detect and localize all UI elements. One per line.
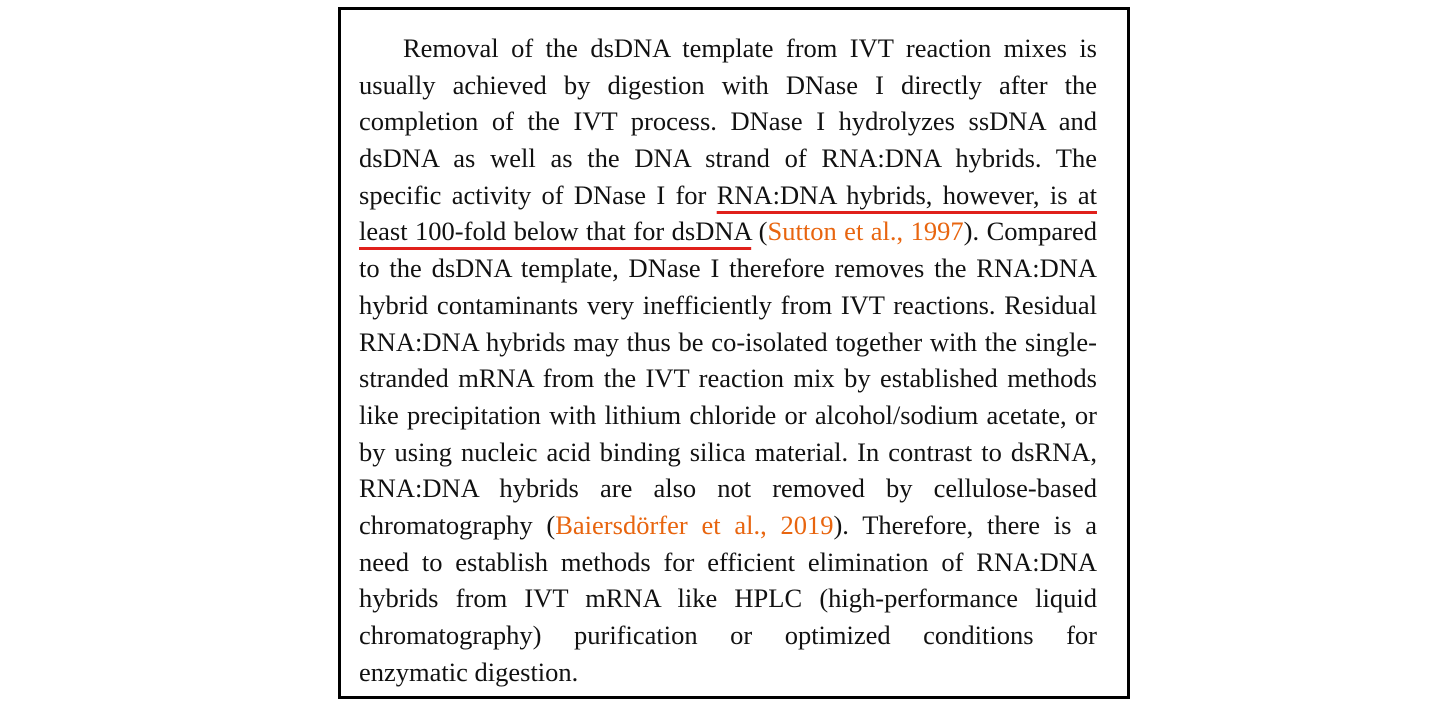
line-3: completion of the IVT process. DNase I hydrolyzes ssDNA and [359, 106, 1097, 137]
line-8: hybrid contaminants very inefficiently from IVT reactions. Residual [359, 289, 1097, 320]
line-10: stranded mRNA from the IVT reaction mix by established methods [359, 363, 1097, 394]
line-6-text-end: ). Compared [963, 216, 1097, 247]
line-5 [359, 177, 1097, 214]
line-18: enzymatic digestion. [359, 656, 579, 687]
line-14 [359, 507, 1097, 544]
highlighted-phrase-part-1: RNA:DNA hybrids, however, is at [716, 179, 1097, 210]
line-14-text-end: ). Therefore, there is a [833, 509, 1097, 540]
citation-baiersdorfer-2019[interactable]: Baiersdörfer et al., 2019 [555, 509, 834, 540]
line-16: hybrids from IVT mRNA like HPLC (high-performance liquid [359, 583, 1097, 614]
line-14-text: chromatography ( [359, 509, 556, 540]
paragraph [359, 30, 1097, 690]
line-15: need to establish methods for efficient elimination of RNA:DNA [359, 546, 1097, 577]
line-9: RNA:DNA hybrids may thus be co-isolated together with the single- [359, 326, 1097, 357]
line-4: dsDNA as well as the DNA strand of RNA:DNA hybrids. The [359, 143, 1097, 174]
line-1: Removal of the dsDNA template from IVT reaction mixes is [403, 33, 1097, 63]
line-11: like precipitation with lithium chloride or alcohol/sodium acetate, or [359, 399, 1097, 430]
line-2: usually achieved by digestion with DNase I directly after the [359, 69, 1097, 100]
line-5-text: specific activity of DNase I for [359, 179, 717, 210]
line-17: chromatography) purification or optimized conditions for [359, 620, 1097, 650]
line-12: by using nucleic acid binding silica material. In contrast to dsRNA, [359, 436, 1097, 467]
citation-sutton-1997[interactable]: Sutton et al., 1997 [767, 216, 964, 247]
highlighted-phrase-part-2: least 100-fold below that for dsDNA [359, 216, 752, 247]
line-7: to the dsDNA template, DNase I therefore removes the RNA:DNA [359, 253, 1097, 284]
line-6 [359, 213, 1097, 250]
line-6-paren-open: ( [751, 216, 768, 247]
excerpt-frame [338, 7, 1130, 699]
line-13: RNA:DNA hybrids are also not removed by cellulose-based [359, 473, 1097, 504]
